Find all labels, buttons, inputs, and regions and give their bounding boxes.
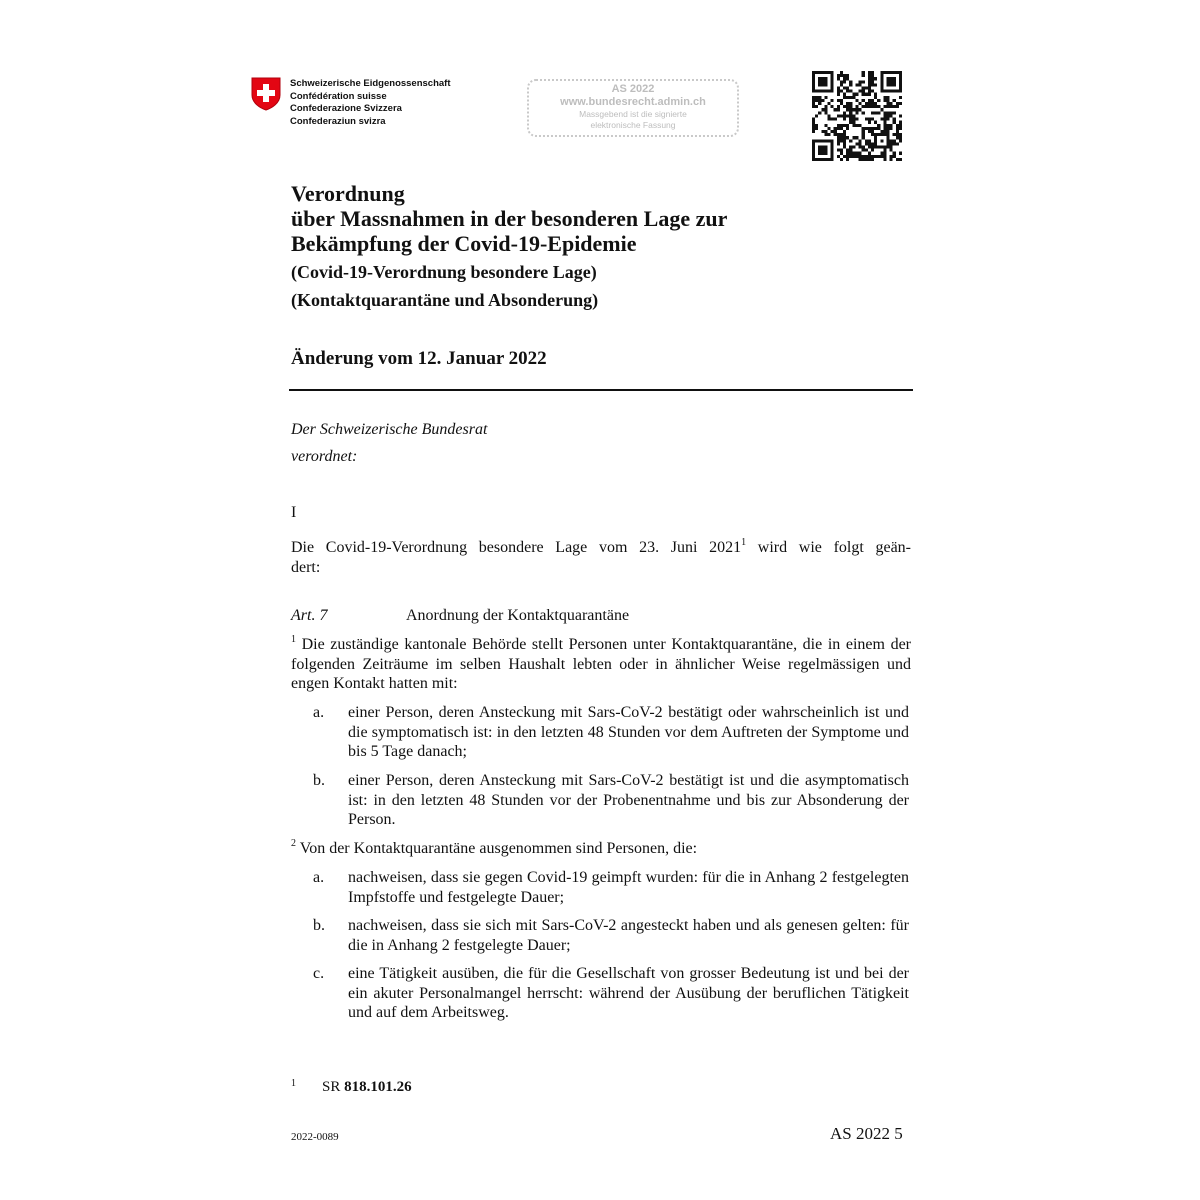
- agency-line-it: Confederazione Svizzera: [290, 103, 402, 114]
- stamp-line-1: AS 2022: [611, 83, 655, 95]
- intro-text: Die Covid-19-Verordnung besondere Lage vom 23. Juni 2021: [291, 539, 742, 556]
- list-label: b.: [313, 917, 325, 934]
- paragraph-text: Die zuständige kantonale Behörde stellt Personen unter Kontaktquarantäne, die in einem der folgenden Zeiträume im selben Haushalt lebten oder in ähnlicher Weise regelmässigen und engen Kontakt hatten mit:: [291, 636, 911, 692]
- title-line: Bekämpfung der Covid-19-Epidemie: [291, 231, 637, 256]
- article-title: Anordnung der Kontaktquarantäne: [406, 607, 630, 624]
- intro-text-end: dert:: [291, 558, 321, 576]
- change-date: Änderung vom 12. Januar 2022: [291, 348, 547, 369]
- list-text: einer Person, deren Ansteckung mit Sars-CoV-2 bestätigt ist und die asymptomatisch ist: in den letzten 48 Stunden vor der Probenentnahme und bis zur Absonderung der Person.: [348, 772, 909, 828]
- footnote-ref: 1: [741, 537, 747, 548]
- preamble-authority: Der Schweizerische Bundesrat: [291, 421, 488, 438]
- preamble-verb: verordnet:: [291, 448, 358, 465]
- intro-paragraph: [291, 538, 911, 577]
- swiss-cross-icon: [251, 77, 281, 111]
- footnote-prefix: SR: [322, 1079, 345, 1095]
- qr-code-icon: [812, 71, 902, 161]
- agency-name: [290, 78, 451, 128]
- list-text: eine Tätigkeit ausüben, die für die Gesellschaft von grosser Bedeutung ist und bei der ein akuter Personalmangel herrscht: während der Ausübung der beruflichen Tätigkeit und auf dem Arbeitsweg.: [348, 965, 909, 1021]
- agency-line-fr: Confédération suisse: [290, 90, 387, 102]
- page-number: AS 2022 5: [830, 1124, 903, 1143]
- document-subtitle: [291, 258, 598, 314]
- paragraph-number: 1: [291, 634, 296, 645]
- paragraph-number: 2: [291, 838, 296, 849]
- section-number: I: [291, 504, 297, 521]
- agency-line-rm: Confederaziun svizra: [290, 115, 386, 127]
- title-line: Verordnung: [291, 181, 405, 206]
- title-line: über Massnahmen in der besonderen Lage zur: [291, 206, 728, 231]
- subtitle-line: (Covid-19-Verordnung besondere Lage): [291, 262, 597, 282]
- agency-line-de: Schweizerische Eidgenossenschaft: [290, 78, 451, 89]
- official-stamp: [527, 79, 739, 137]
- divider: [289, 389, 913, 391]
- list-label: a.: [313, 704, 325, 721]
- subtitle-line: (Kontaktquarantäne und Absonderung): [291, 290, 599, 310]
- stamp-line-3: Massgebend ist die signierte: [579, 109, 687, 119]
- document-code: 2022-0089: [291, 1131, 339, 1143]
- footnote-number: 1: [291, 1078, 296, 1089]
- intro-text-cont: wird wie folgt geän-: [746, 539, 911, 556]
- list-text: einer Person, deren Ansteckung mit Sars-CoV-2 bestätigt oder wahrscheinlich ist und die symptomatisch ist: in den letzten 48 Stunden vor dem Auftreten der Symptome und bis 5 Tage danach;: [348, 704, 909, 760]
- footnote: [291, 1079, 412, 1096]
- stamp-line-2: www.bundesrecht.admin.ch: [560, 96, 706, 108]
- paragraph-1: [291, 635, 911, 694]
- footnote-reference: 818.101.26: [344, 1079, 412, 1095]
- list-label: b.: [313, 772, 325, 789]
- paragraph-2: [291, 839, 911, 859]
- article-number: Art. 7: [291, 607, 328, 624]
- paragraph-text: Von der Kontaktquarantäne ausgenommen sind Personen, die:: [296, 840, 698, 857]
- list-text: nachweisen, dass sie gegen Covid-19 geimpft wurden: für die in Anhang 2 festgelegten Impfstoffe und festgelegte Dauer;: [348, 869, 909, 906]
- list-text: nachweisen, dass sie sich mit Sars-CoV-2 angesteckt haben und als genesen gelten: für die in Anhang 2 festgelegte Dauer;: [348, 917, 909, 954]
- list-label: c.: [313, 965, 325, 982]
- stamp-line-4: elektronische Fassung: [590, 120, 676, 130]
- list-label: a.: [313, 869, 325, 886]
- document-title: [291, 181, 727, 256]
